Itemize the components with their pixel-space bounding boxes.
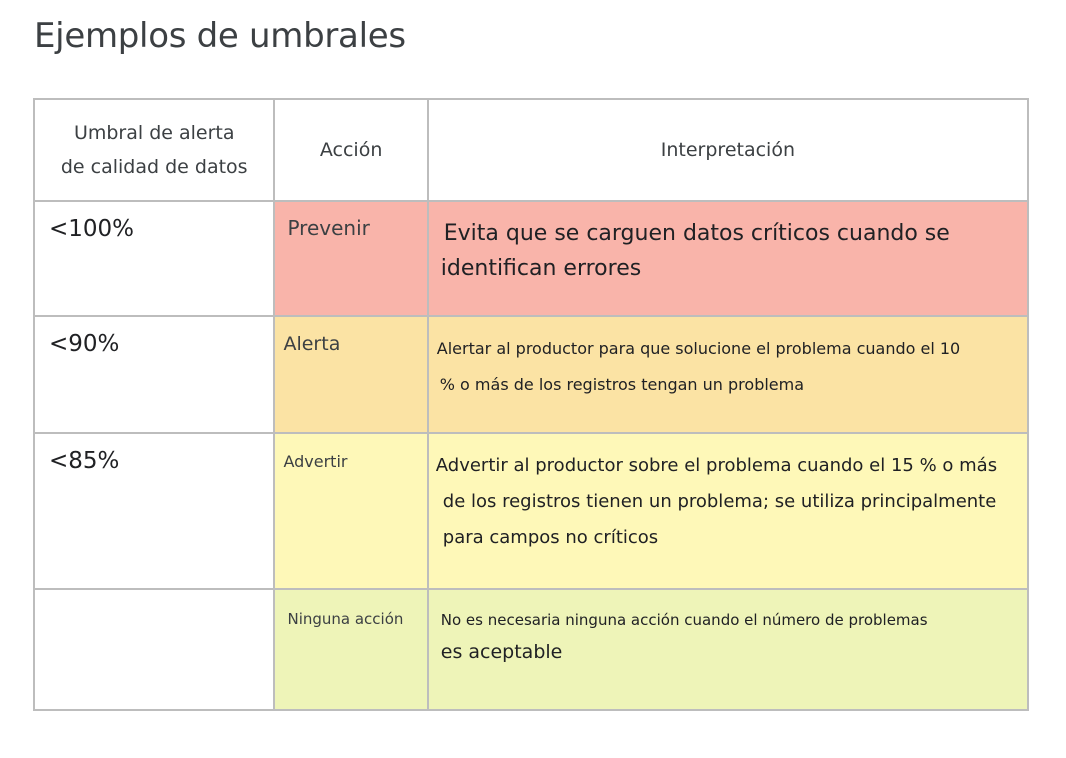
interpretation-line: identifican errores	[440, 256, 642, 281]
threshold-cell	[34, 589, 274, 710]
table-row	[34, 201, 1028, 316]
interpretation-line: % o más de los registros tengan un problema	[439, 375, 805, 394]
interpretation-cell	[428, 316, 1028, 433]
table-row	[34, 589, 1028, 710]
thresholds-table	[33, 98, 1029, 711]
action-cell: Alerta	[274, 316, 427, 433]
interpretation-line: para campos no críticos	[442, 527, 659, 548]
interpretation-line: es aceptable	[440, 641, 563, 663]
header-action: Acción	[274, 99, 427, 201]
header-threshold-line-1: Umbral de alerta	[73, 122, 235, 144]
interpretation-line: No es necesaria ninguna acción cuando el número de problemas	[440, 611, 928, 629]
table-row	[34, 316, 1028, 433]
action-cell: Ninguna acción	[274, 589, 427, 710]
header-interpretation: Interpretación	[428, 99, 1028, 201]
interpretation-cell	[428, 433, 1028, 589]
header-threshold-line-2: de calidad de datos	[60, 156, 248, 178]
table-row	[34, 433, 1028, 589]
action-cell: Advertir	[274, 433, 427, 589]
interpretation-line: Alertar al productor para que solucione el problema cuando el 10	[436, 339, 961, 358]
interpretation-cell	[428, 201, 1028, 316]
interpretation-line: de los registros tienen un problema; se utiliza principalmente	[442, 491, 997, 512]
interpretation-cell	[428, 589, 1028, 710]
interpretation-line: Advertir al productor sobre el problema cuando el 15 % o más	[435, 455, 998, 476]
table-header-row	[34, 99, 1028, 201]
header-threshold	[34, 99, 274, 201]
threshold-cell: <85%	[34, 433, 274, 589]
interpretation-line: Evita que se carguen datos críticos cuando se	[443, 221, 950, 246]
threshold-cell: <100%	[34, 201, 274, 316]
page-title: Ejemplos de umbrales	[34, 16, 406, 56]
threshold-cell: <90%	[34, 316, 274, 433]
action-cell: Prevenir	[274, 201, 427, 316]
